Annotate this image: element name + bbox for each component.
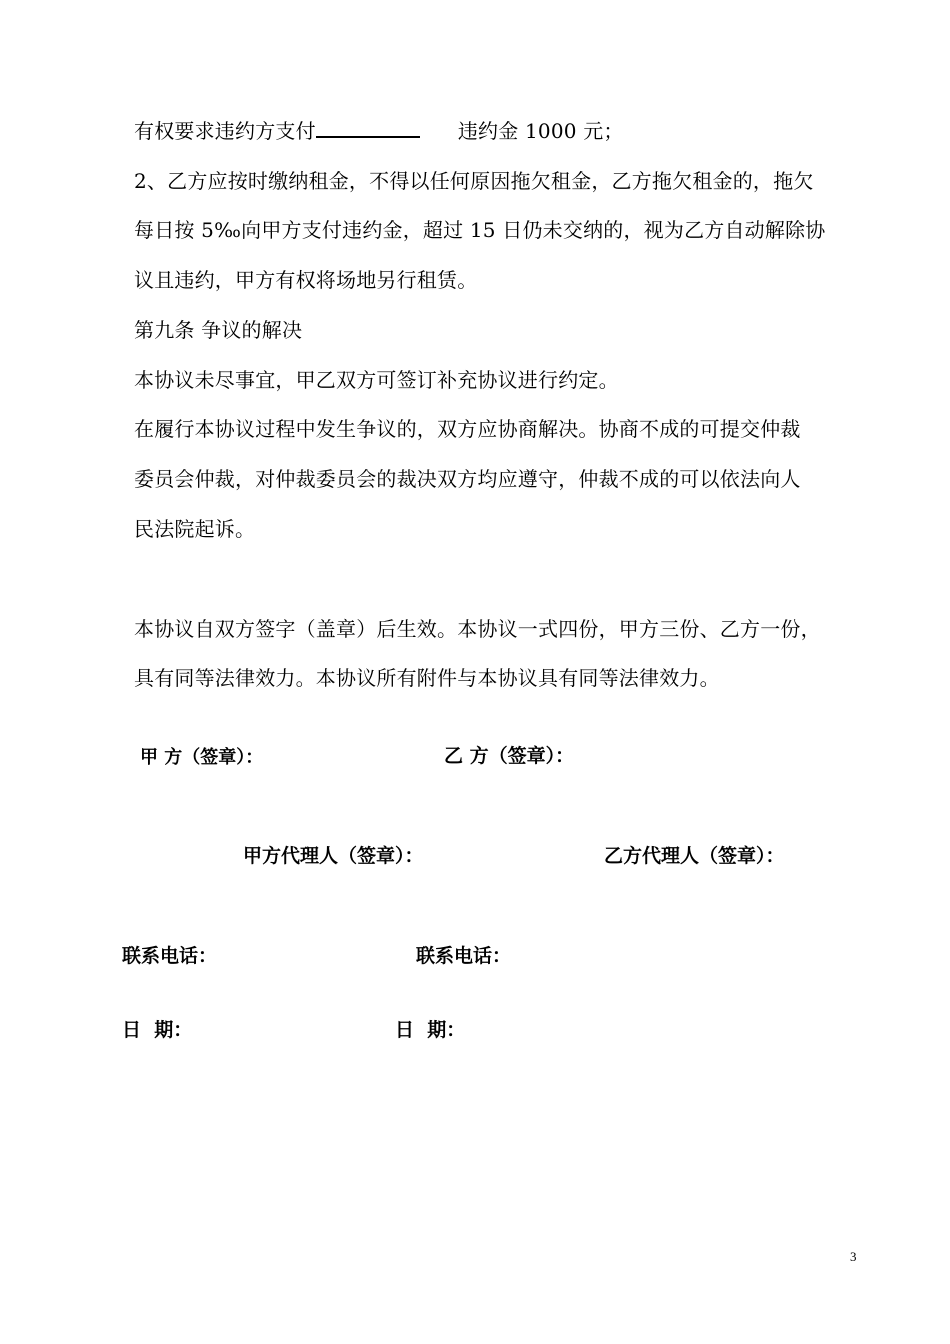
agent-b-signature-label: 乙方代理人（签章）：	[604, 845, 785, 867]
penalty-blank	[316, 116, 420, 138]
clause-line-10: 本协议自双方签字（盖章）后生效。本协议一式四份，甲方三份、乙方一份，	[134, 617, 821, 641]
clause-line-7: 在履行本协议过程中发生争议的，双方应协商解决。协商不成的可提交仲裁	[134, 417, 801, 441]
clause-line-6: 本协议未尽事宜，甲乙双方可签订补充协议进行约定。	[134, 368, 619, 392]
clause-line-11: 具有同等法律效力。本协议所有附件与本协议具有同等法律效力。	[134, 666, 720, 690]
clause-line-8: 委员会仲裁，对仲裁委员会的裁决双方均应遵守，仲裁不成的可以依法向人	[134, 467, 801, 491]
phone-a-label: 联系电话：	[122, 945, 218, 967]
party-a-signature-label: 甲 方（签章）：	[140, 747, 264, 768]
page-number: 3	[850, 1249, 857, 1264]
penalty-text-end: 违约金 1000 元；	[457, 119, 624, 143]
agent-a-signature-label: 甲方代理人（签章）：	[243, 845, 424, 867]
phone-b-label: 联系电话：	[416, 945, 512, 967]
clause-line-9: 民法院起诉。	[134, 517, 256, 541]
party-b-signature-label: 乙 方（签章）：	[444, 745, 575, 767]
date-a-label: 日 期：	[122, 1019, 193, 1041]
penalty-line	[134, 116, 624, 145]
clause-line-4: 议且违约，甲方有权将场地另行租赁。	[134, 268, 478, 292]
section-heading: 第九条 争议的解决	[134, 318, 303, 342]
penalty-text-start: 有权要求违约方支付	[134, 119, 316, 143]
clause-line-3: 每日按 5‰向甲方支付违约金，超过 15 日仍未交纳的，视为乙方自动解除协	[134, 218, 826, 242]
date-b-label: 日 期：	[395, 1019, 466, 1041]
clause-line-2: 2、乙方应按时缴纳租金，不得以任何原因拖欠租金，乙方拖欠租金的，拖欠	[134, 169, 814, 193]
